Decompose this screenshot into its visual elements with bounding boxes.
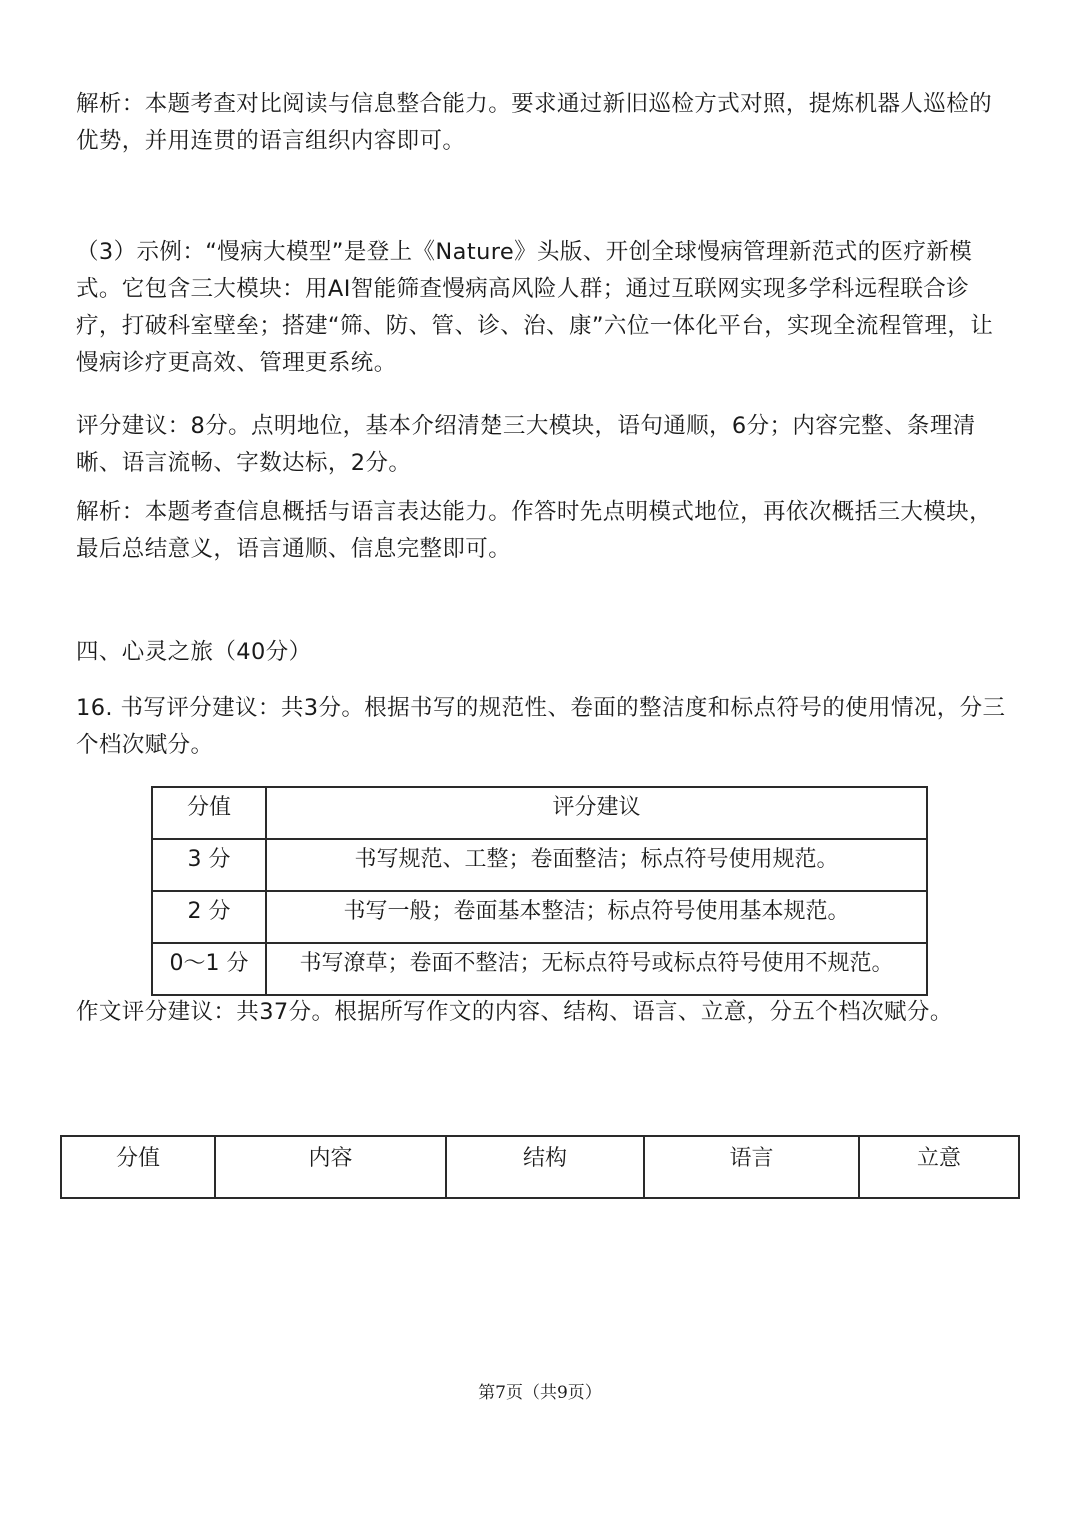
table-cell: 3 分 bbox=[152, 839, 266, 891]
table-row bbox=[152, 943, 927, 995]
example-paragraph: （3）示例：“慢病大模型”是登上《Nature》头版、开创全球慢病管理新范式的医疗新模式。它包含三大模块：用AI智能筛查慢病高风险人群；通过互联网实现多学科远程联合诊疗，打破科室壁垒；搭建“筛、防、管、诊、治、康”六位一体化平台，实现全流程管理，让慢病诊疗更高效、管理更系统。 bbox=[76, 239, 994, 376]
page-footer: 第7页（共9页） bbox=[478, 1383, 602, 1403]
table-header-row bbox=[61, 1136, 1019, 1198]
table-cell: 书写一般；卷面基本整洁；标点符号使用基本规范。 bbox=[266, 891, 927, 943]
table-cell: 2 分 bbox=[152, 891, 266, 943]
writing-score-table bbox=[151, 786, 928, 996]
essay-scoring-paragraph: 作文评分建议：共37分。根据所写作文的内容、结构、语言、立意，分五个档次赋分。 bbox=[76, 999, 953, 1025]
essay-score-table bbox=[60, 1135, 1020, 1199]
section-heading: 四、心灵之旅（40分） bbox=[76, 639, 312, 665]
table-header-row bbox=[152, 787, 927, 839]
table-header-cell: 分值 bbox=[61, 1136, 215, 1198]
table-header-cell: 语言 bbox=[644, 1136, 859, 1198]
table-header-cell: 分值 bbox=[152, 787, 266, 839]
table-header-cell: 结构 bbox=[446, 1136, 644, 1198]
analysis-paragraph-2: 解析：本题考查信息概括与语言表达能力。作答时先点明模式地位，再依次概括三大模块，最后总结意义，语言通顺、信息完整即可。 bbox=[76, 499, 993, 562]
table-row bbox=[152, 839, 927, 891]
table-cell: 书写潦草；卷面不整洁；无标点符号或标点符号使用不规范。 bbox=[266, 943, 927, 995]
table-row bbox=[152, 891, 927, 943]
scoring-suggestion-paragraph: 评分建议：8分。点明地位，基本介绍清楚三大模块，语句通顺，6分；内容完整、条理清晰、语言流畅、字数达标，2分。 bbox=[76, 413, 976, 476]
writing-scoring-paragraph: 16. 书写评分建议：共3分。根据书写的规范性、卷面的整洁度和标点符号的使用情况，分三个档次赋分。 bbox=[76, 695, 1006, 758]
table-cell: 书写规范、工整；卷面整洁；标点符号使用规范。 bbox=[266, 839, 927, 891]
table-header-cell: 内容 bbox=[215, 1136, 446, 1198]
table-cell: 0～1 分 bbox=[152, 943, 266, 995]
table-header-cell: 立意 bbox=[859, 1136, 1019, 1198]
analysis-paragraph-1: 解析：本题考查对比阅读与信息整合能力。要求通过新旧巡检方式对照，提炼机器人巡检的优势，并用连贯的语言组织内容即可。 bbox=[76, 91, 993, 154]
table-header-cell: 评分建议 bbox=[266, 787, 927, 839]
